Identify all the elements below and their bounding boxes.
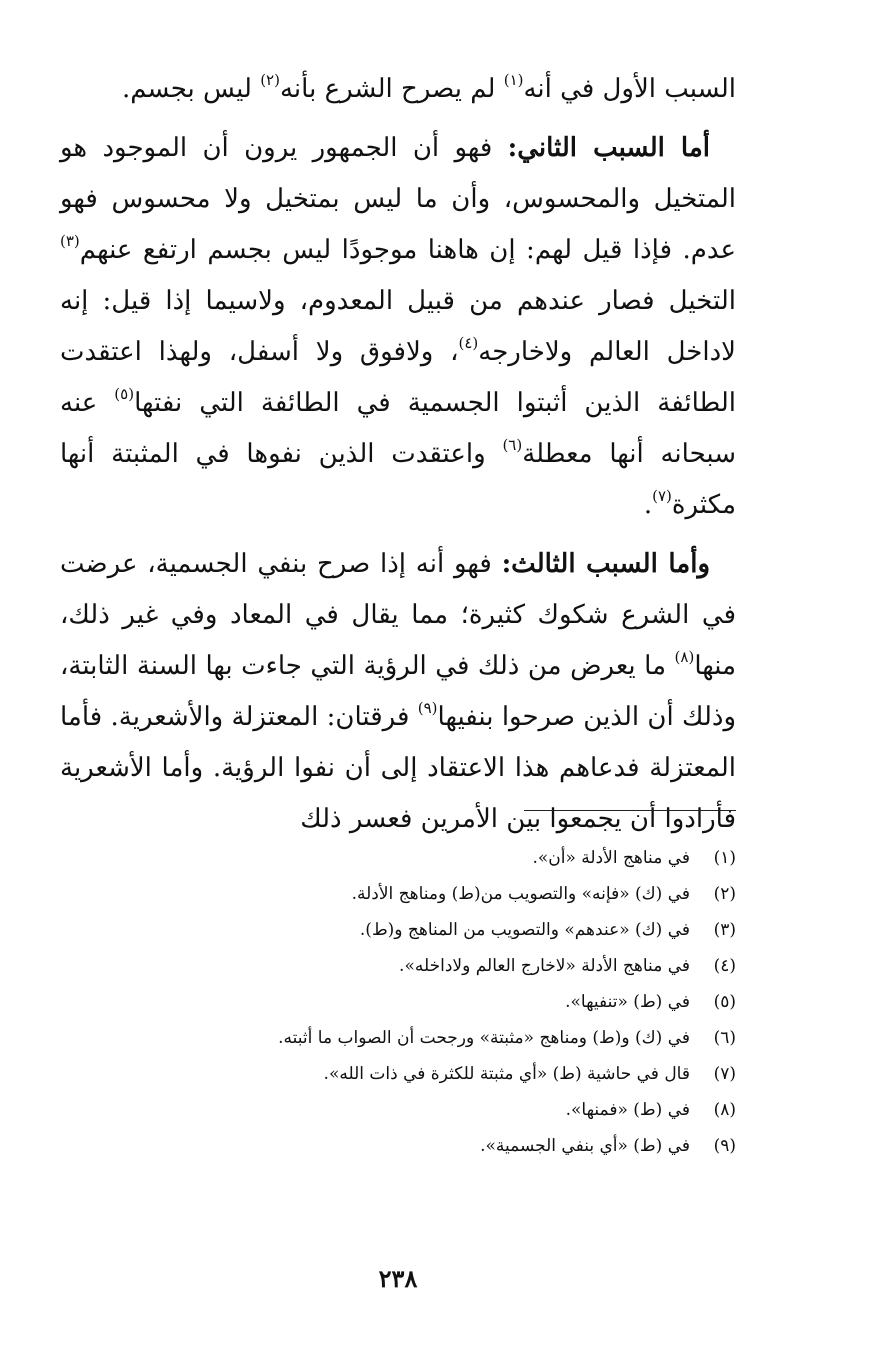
main-text (60, 64, 736, 853)
footnote-marker: (٩) (417, 699, 438, 717)
footnote-text: في مناهج الأدلة «أن». (532, 848, 690, 868)
section-heading: أما السبب الثاني: (507, 133, 710, 163)
footnote-item (60, 840, 736, 876)
text-run: عنه سبحانه أنها معطلة (60, 388, 736, 469)
footnote-marker: (٧) (652, 487, 672, 505)
footnote-item (60, 1128, 736, 1164)
footnote-number: (٨) (713, 1100, 736, 1120)
footnote-number: (٢) (713, 884, 736, 904)
footnote-item (60, 912, 736, 948)
footnote-item (60, 1020, 736, 1056)
footnote-text: في (ط) «أي بنفي الجسمية». (480, 1136, 690, 1156)
footnote-marker: (٣) (60, 232, 80, 250)
text-run: فهو أنه إذا صرح بنفي الجسمية، عرضت في الشرع شكوك كثيرة؛ مما يقال في المعاد وفي غير ذلك، منها (60, 549, 736, 681)
text-run: ما يعرض من ذلك في الرؤية التي جاءت بها السنة الثابتة، وذلك أن الذين صرحوا بنفيها (60, 651, 736, 732)
footnote-marker: (٥) (114, 385, 135, 403)
book-page (60, 0, 736, 1348)
footnote-number: (٣) (713, 920, 736, 940)
footnote-marker: (١) (503, 71, 524, 89)
text-run: ليس بجسم. (121, 74, 261, 104)
footnote-marker: (٦) (502, 436, 523, 454)
footnote-separator (524, 810, 736, 811)
text-run: السبب الأول في أنه (523, 74, 736, 104)
footnote-text: في (ك) «عندهم» والتصويب من المناهج و(ط). (359, 920, 690, 940)
footnote-text: في (ط) «تنفيها». (565, 992, 690, 1012)
text-run: ، ولافوق ولا أسفل، ولهذا اعتقدت الطائفة الذين أثبتوا الجسمية في الطائفة التي نفتها (60, 337, 736, 418)
text-run: لم يصرح الشرع بأنه (279, 74, 504, 104)
text-run: واعتقدت الذين نفوها في المثبتة أنها مكثرة (60, 439, 736, 520)
text-run: فهو أن الجمهور يرون أن الموجود هو المتخيل والمحسوس، وأن ما ليس بمتخيل ولا محسوس فهو عدم. فإذا قيل لهم: إن هاهنا موجودًا ليس بجسم ارتفع عنهم (60, 133, 736, 265)
footnote-number: (٦) (713, 1028, 736, 1048)
page-number: ٢٣٨ (378, 1264, 418, 1293)
text-run: . (643, 490, 653, 520)
footnote-marker: (٤) (458, 334, 479, 352)
footnote-number: (٧) (713, 1064, 736, 1084)
paragraph-1 (60, 64, 736, 115)
footnote-text: في مناهج الأدلة «لاخارج العالم ولاداخله». (399, 956, 690, 976)
text-run: فرقتان: المعتزلة والأشعرية. فأما المعتزلة فدعاهم هذا الاعتقاد إلى أن نفوا الرؤية. وأما الأشعرية فأرادوا أن يجمعوا بين الأمرين فعسر ذلك (60, 702, 736, 834)
footnote-text: قال في حاشية (ط) «أي مثبتة للكثرة في ذات الله». (323, 1064, 690, 1084)
footnote-item (60, 1056, 736, 1092)
footnote-item (60, 1092, 736, 1128)
paragraph-3 (60, 539, 736, 845)
footnote-number: (٩) (713, 1136, 736, 1156)
footnote-text: في (ك) «فإنه» والتصويب من(ط) ومناهج الأدلة. (351, 884, 690, 904)
footnotes-list (60, 840, 736, 1164)
section-heading: وأما السبب الثالث: (501, 549, 710, 579)
text-run: التخيل فصار عندهم من قبيل المعدوم، ولاسيما إذا قيل: إنه لاداخل العالم ولاخارجه (60, 286, 737, 367)
footnote-marker: (٨) (674, 648, 695, 666)
footnote-text: في (ط) «فمنها». (565, 1100, 690, 1120)
footnote-text: في (ك) و(ط) ومناهج «مثبتة» ورجحت أن الصواب ما أثبته. (278, 1028, 690, 1048)
paragraph-2 (60, 123, 736, 531)
footnote-marker: (٢) (260, 71, 280, 89)
footnote-item (60, 948, 736, 984)
footnote-number: (١) (713, 848, 736, 868)
footnote-item (60, 984, 736, 1020)
footnote-number: (٥) (713, 992, 736, 1012)
footnote-number: (٤) (713, 956, 736, 976)
footnote-item (60, 876, 736, 912)
